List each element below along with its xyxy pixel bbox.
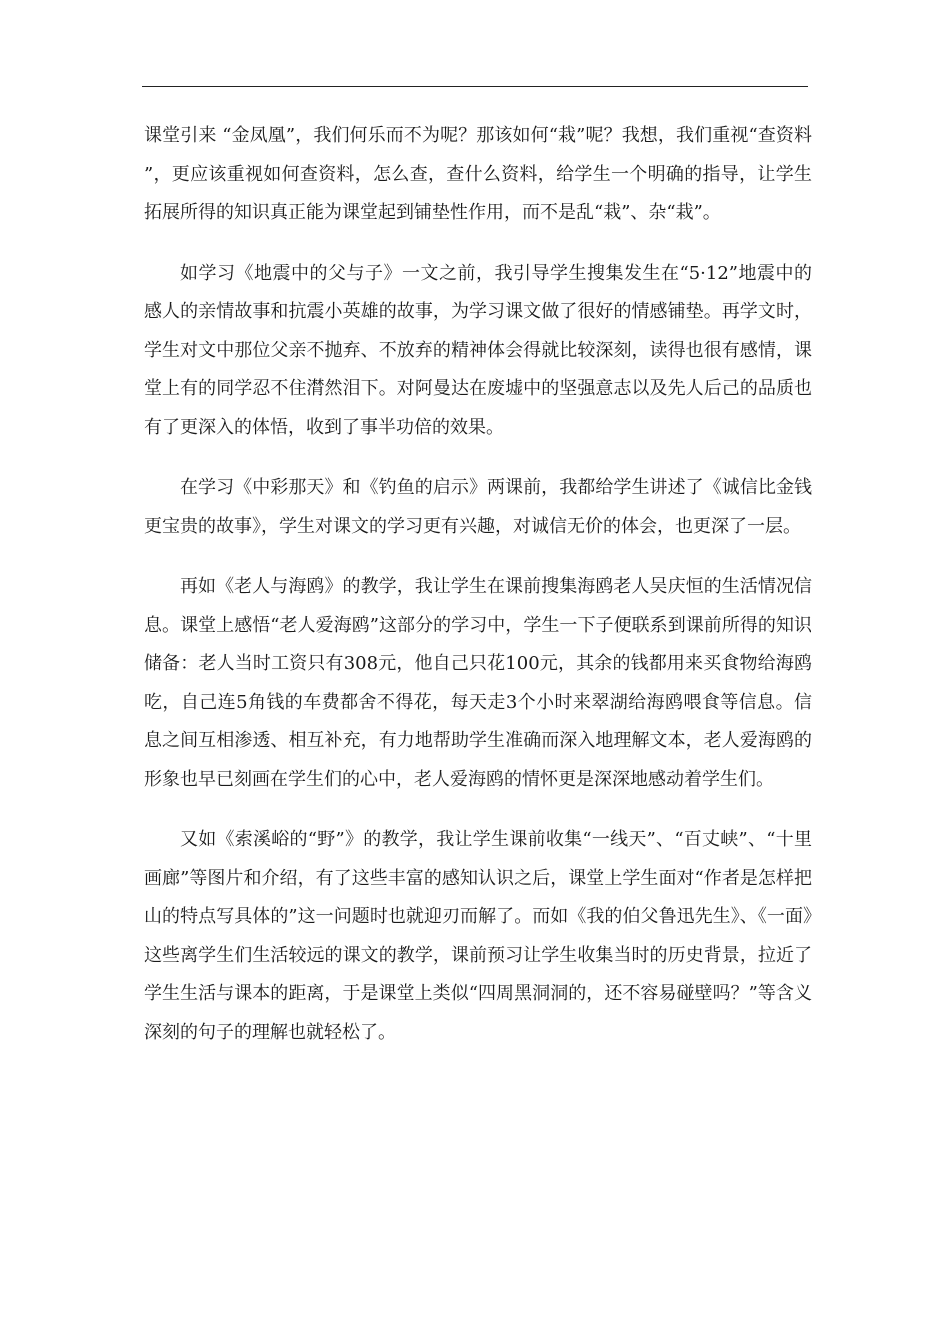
paragraph-5: 又如《索溪峪的“野”》的教学，我让学生课前收集“一线天”、“百丈峡”、“十里画廊”等图片和介绍，有了这些丰富的感知认识之后，课堂上学生面对“作者是怎样把山的特点写具体的”这一问题时也就迎刃而解了。而如《我的伯父鲁迅先生》、《一面》这些离学生们生活较远的课文的教学，课前预习让学生收集当时的历史背景，拉近了学生生活与课本的距离，于是课堂上类似“四周黑洞洞的，还不容易碰壁吗？”等含义深刻的句子的理解也就轻松了。 xyxy=(144,829,812,1043)
header-rule xyxy=(142,86,808,87)
paragraph-3: 在学习《中彩那天》和《钓鱼的启示》两课前，我都给学生讲述了《诚信比金钱更宝贵的故事》，学生对课文的学习更有兴趣，对诚信无价的体会，也更深了一层。 xyxy=(144,477,812,537)
document-body xyxy=(144,117,812,1074)
paragraph-2: 如学习《地震中的父与子》一文之前，我引导学生搜集发生在“5·12”地震中的感人的亲情故事和抗震小英雄的故事，为学习课文做了很好的情感铺垫。再学文时，学生对文中那位父亲不抛弃、不放弃的精神体会得就比较深刻，读得也很有感情，课堂上有的同学忍不住潸然泪下。对阿曼达在废墟中的坚强意志以及先人后己的品质也有了更深入的体悟，收到了事半功倍的效果。 xyxy=(144,262,812,438)
paragraph-4: 再如《老人与海鸥》的教学，我让学生在课前搜集海鸥老人吴庆恒的生活情况信息。课堂上感悟“老人爱海鸥”这部分的学习中，学生一下子便联系到课前所得的知识储备：老人当时工资只有308元，他自己只花100元，其余的钱都用来买食物给海鸥吃，自己连5角钱的车费都舍不得花，每天走3个小时来翠湖给海鸥喂食等信息。信息之间互相渗透、相互补充，有力地帮助学生准确而深入地理解文本，老人爱海鸥的形象也早已刻画在学生们的心中，老人爱海鸥的情怀更是深深地感动着学生们。 xyxy=(144,576,812,790)
paragraph-1: 课堂引来 “金凤凰”，我们何乐而不为呢？那该如何“栽”呢？我想，我们重视“查资料”，更应该重视如何查资料，怎么查，查什么资料，给学生一个明确的指导，让学生拓展所得的知识真正能为课堂起到铺垫性作用，而不是乱“栽”、杂“栽”。 xyxy=(144,125,812,223)
